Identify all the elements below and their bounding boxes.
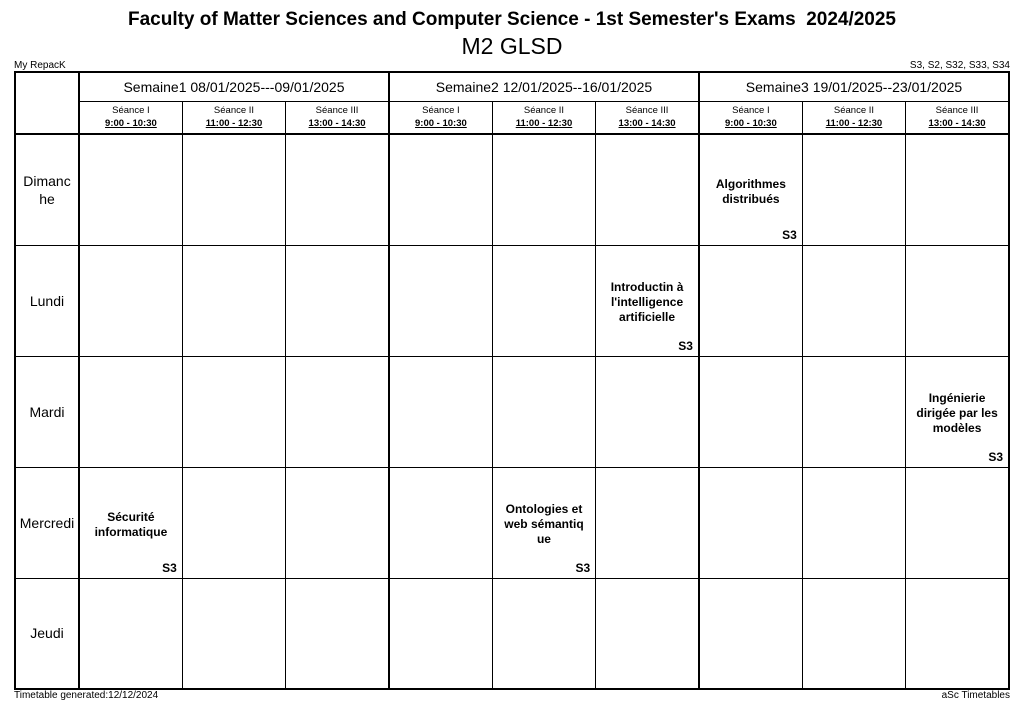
corner-cell: [15, 72, 79, 134]
empty-cell: [79, 245, 182, 356]
exam-subject: Sécurité informatique: [94, 509, 168, 539]
exam-room: S3: [782, 227, 797, 242]
empty-cell: [906, 467, 1009, 578]
empty-cell: [906, 134, 1009, 245]
empty-cell: [286, 245, 389, 356]
empty-cell: [802, 245, 905, 356]
empty-cell: [389, 245, 492, 356]
empty-cell: [492, 356, 595, 467]
empty-cell: [286, 134, 389, 245]
slot-header: Séance III 13:00 - 14:30: [596, 102, 699, 135]
exam-cell: [492, 467, 595, 578]
empty-cell: [699, 356, 802, 467]
empty-cell: [596, 134, 699, 245]
week-3-header: Semaine3 19/01/2025--23/01/2025: [699, 72, 1009, 102]
empty-cell: [492, 578, 595, 689]
empty-cell: [182, 134, 285, 245]
school-label: My RepacK: [14, 60, 66, 71]
empty-cell: [699, 245, 802, 356]
timetable-grid: [14, 71, 1010, 690]
day-label-jeudi: Jeudi: [15, 578, 79, 689]
slot-header: Séance III 13:00 - 14:30: [906, 102, 1009, 135]
rooms-label: S3, S2, S32, S33, S34: [909, 60, 1010, 71]
empty-cell: [492, 245, 595, 356]
empty-cell: [182, 578, 285, 689]
empty-cell: [906, 578, 1009, 689]
empty-cell: [906, 245, 1009, 356]
class-name: M2 GLSD: [461, 33, 563, 59]
week-2-header: Semaine2 12/01/2025--16/01/2025: [389, 72, 699, 102]
slot-header: Séance II 11:00 - 12:30: [802, 102, 905, 135]
day-label-mercredi: Mercredi: [15, 467, 79, 578]
generated-date: Timetable generated:12/12/2024: [14, 690, 159, 701]
slot-header: Séance II 11:00 - 12:30: [492, 102, 595, 135]
exam-room: S3: [575, 560, 591, 575]
exam-subject: Algorithmes distribués: [715, 177, 786, 206]
exam-subject: Ontologies et web sémantiq ue: [504, 501, 584, 546]
empty-cell: [79, 578, 182, 689]
exam-room: S3: [988, 449, 1003, 464]
exam-room: S3: [162, 560, 177, 575]
empty-cell: [596, 356, 699, 467]
empty-cell: [79, 134, 182, 245]
slot-header: Séance III 13:00 - 14:30: [286, 102, 389, 135]
exam-cell: [906, 356, 1009, 467]
empty-cell: [286, 467, 389, 578]
exam-subject: Ingénierie dirigée par les modèles: [916, 390, 998, 435]
empty-cell: [389, 578, 492, 689]
empty-cell: [182, 467, 285, 578]
empty-cell: [389, 356, 492, 467]
empty-cell: [492, 134, 595, 245]
week-1-header: Semaine1 08/01/2025---09/01/2025: [79, 72, 389, 102]
empty-cell: [802, 356, 905, 467]
day-label-mardi: Mardi: [15, 356, 79, 467]
empty-cell: [699, 467, 802, 578]
exam-cell: [699, 134, 802, 245]
empty-cell: [286, 578, 389, 689]
exam-cell: [79, 467, 182, 578]
empty-cell: [182, 356, 285, 467]
exam-cell: [596, 245, 699, 356]
empty-cell: [79, 356, 182, 467]
empty-cell: [182, 245, 285, 356]
empty-cell: [699, 578, 802, 689]
empty-cell: [389, 134, 492, 245]
exam-room: S3: [678, 338, 693, 353]
empty-cell: [802, 578, 905, 689]
slot-header: Séance II 11:00 - 12:30: [182, 102, 285, 135]
exam-subject: Introductin à l'intelligence artificielle: [610, 279, 684, 324]
empty-cell: [802, 467, 905, 578]
slot-header: Séance I 9:00 - 10:30: [389, 102, 492, 135]
empty-cell: [596, 578, 699, 689]
software-credit: aSc Timetables: [941, 690, 1010, 701]
slot-header: Séance I 9:00 - 10:30: [699, 102, 802, 135]
empty-cell: [389, 467, 492, 578]
slot-header: Séance I 9:00 - 10:30: [79, 102, 182, 135]
day-label-lundi: Lundi: [15, 245, 79, 356]
page-title: Faculty of Matter Sciences and Computer Science - 1st Semester's Exams 2024/2025: [127, 9, 897, 30]
empty-cell: [802, 134, 905, 245]
day-label-dimanche: Dimanc he: [15, 134, 79, 245]
empty-cell: [286, 356, 389, 467]
empty-cell: [596, 467, 699, 578]
